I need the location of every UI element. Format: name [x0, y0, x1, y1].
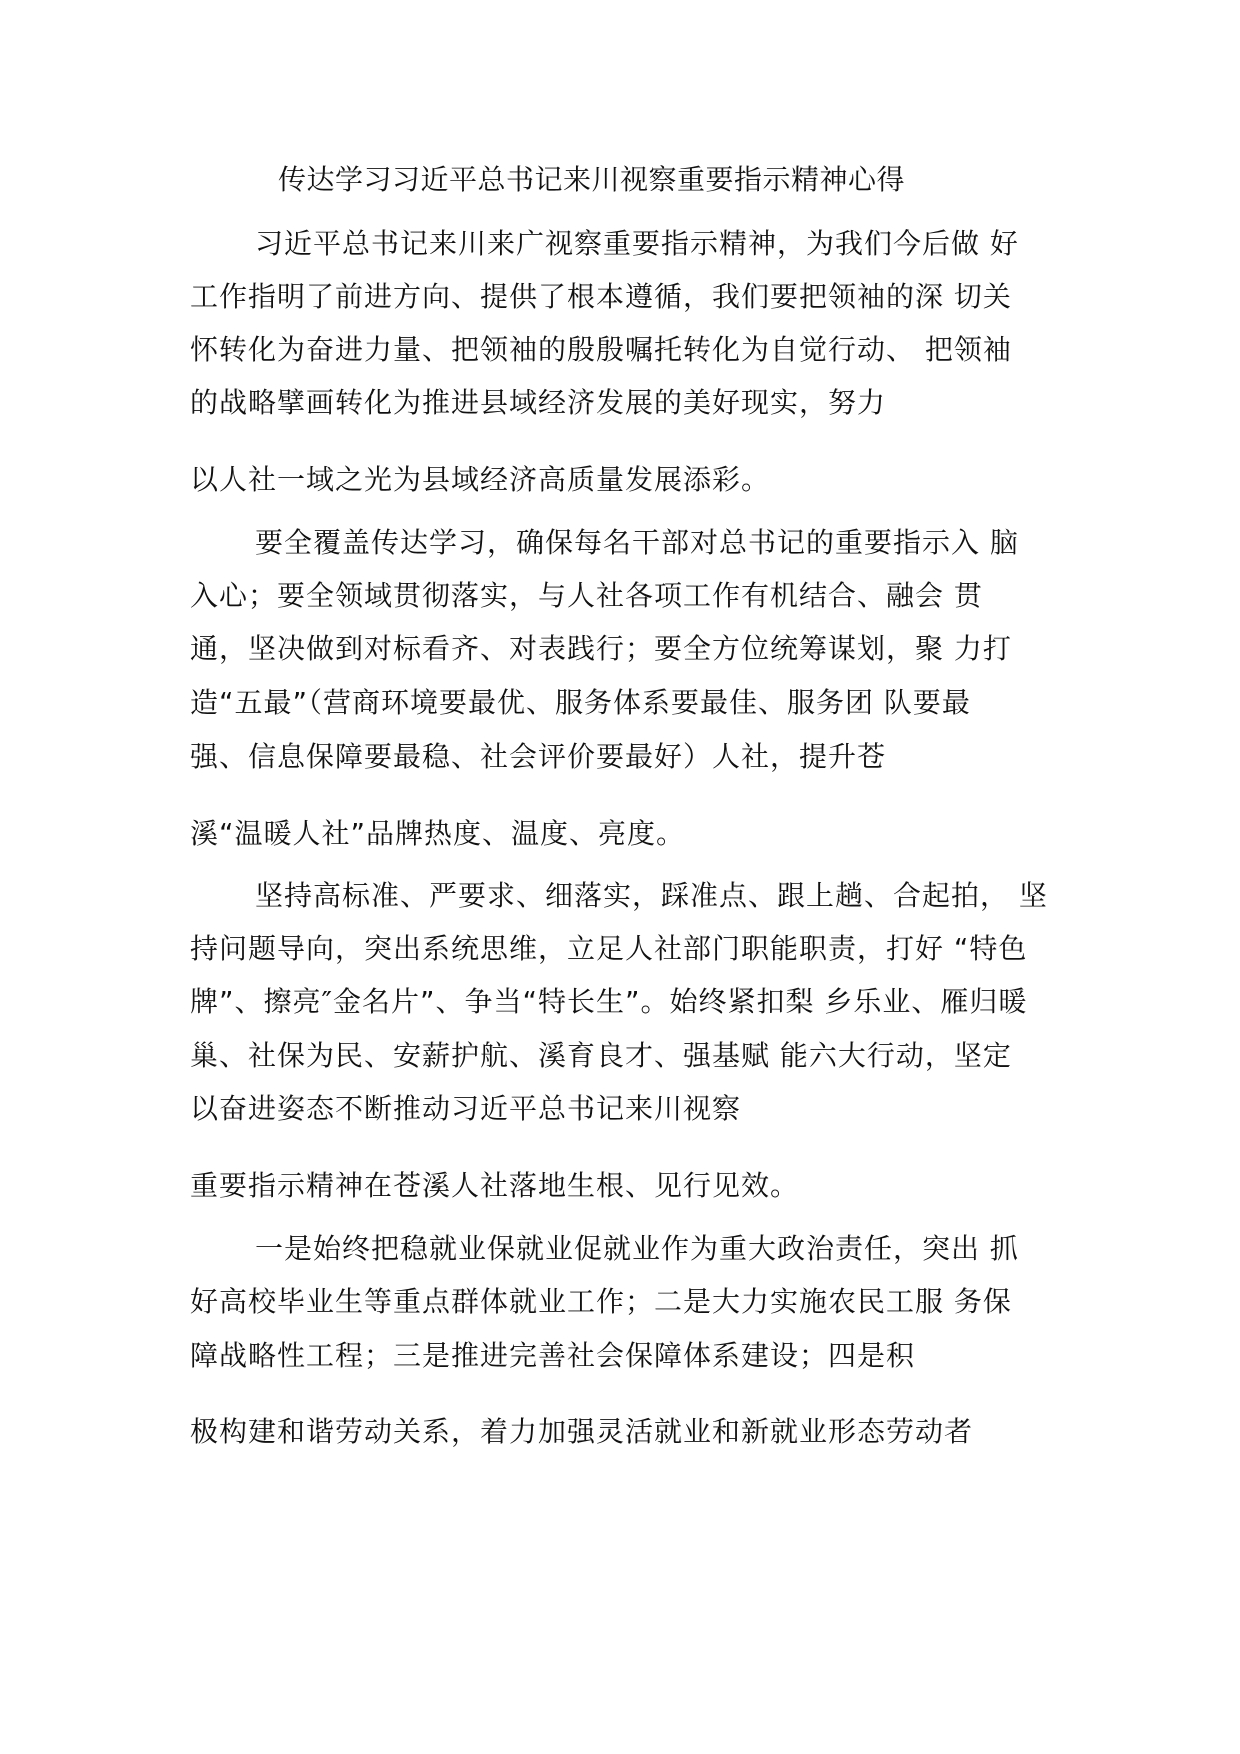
paragraph-2-line-6: 溪“温暖人社”品牌热度、温度、亮度。 — [190, 817, 686, 850]
paragraph-3-line-4: 巢、社保为民、安薪护航、溪育良才、强基赋 能六大行动，坚定 — [190, 1039, 1012, 1072]
paragraph-2-line-1: 要全覆盖传达学习，确保每名干部对总书记的重要指示入 脑 — [255, 526, 1019, 559]
paragraph-4-line-2: 好高校毕业生等重点群体就业工作；二是大力实施农民工服 务保 — [190, 1285, 1012, 1318]
paragraph-3-line-2: 持问题导向，突出系统思维，立足人社部门职能职责，打好 “特色 — [190, 932, 1028, 965]
document-title: 传达学习习近平总书记来川视察重要指示精神心得 — [278, 163, 906, 196]
paragraph-3-line-5: 以奋进姿态不断推动习近平总书记来川视察 — [190, 1092, 742, 1125]
paragraph-1-line-5: 以人社一域之光为县域经济高质量发展添彩。 — [190, 463, 771, 496]
paragraph-4-line-4: 极构建和谐劳动关系，着力加强灵活就业和新就业形态劳动者 — [190, 1415, 974, 1448]
paragraph-2-line-5: 强、信息保障要最稳、社会评价要最好）人社，提升苍 — [190, 740, 887, 773]
paragraph-2-line-2: 入心；要全领域贯彻落实，与人社各项工作有机结合、融会 贯 — [190, 579, 983, 612]
paragraph-2-line-3: 通，坚决做到对标看齐、对表践行；要全方位统筹谋划，聚 力打 — [190, 632, 1012, 665]
paragraph-3-line-6: 重要指示精神在苍溪人社落地生根、见行见效。 — [190, 1169, 800, 1202]
paragraph-1-line-2: 工作指明了前进方向、提供了根本遵循，我们要把领袖的深 切关 — [190, 280, 1012, 313]
paragraph-3-line-3: 牌”、擦亮″金名片”、争当“特长生”。始终紧扣梨 乡乐业、雁归暖 — [190, 985, 1028, 1018]
paragraph-1-line-1: 习近平总书记来川来广视察重要指示精神，为我们今后做 好 — [255, 227, 1019, 260]
paragraph-4-line-1: 一是始终把稳就业保就业促就业作为重大政治责任，突出 抓 — [255, 1232, 1019, 1265]
paragraph-1-line-3: 怀转化为奋进力量、把领袖的殷殷嘱托转化为自觉行动、 把领袖 — [190, 333, 1012, 366]
paragraph-2-line-4: 造“五最”（营商环境要最优、服务体系要最佳、服务团 队要最 — [190, 686, 971, 719]
paragraph-3-line-1: 坚持高标准、严要求、细落实，踩准点、跟上趟、合起拍， 坚 — [255, 879, 1048, 912]
paragraph-1-line-4: 的战略擘画转化为推进县域经济发展的美好现实，努力 — [190, 386, 887, 419]
paragraph-4-line-3: 障战略性工程；三是推进完善社会保障体系建设；四是积 — [190, 1339, 916, 1372]
